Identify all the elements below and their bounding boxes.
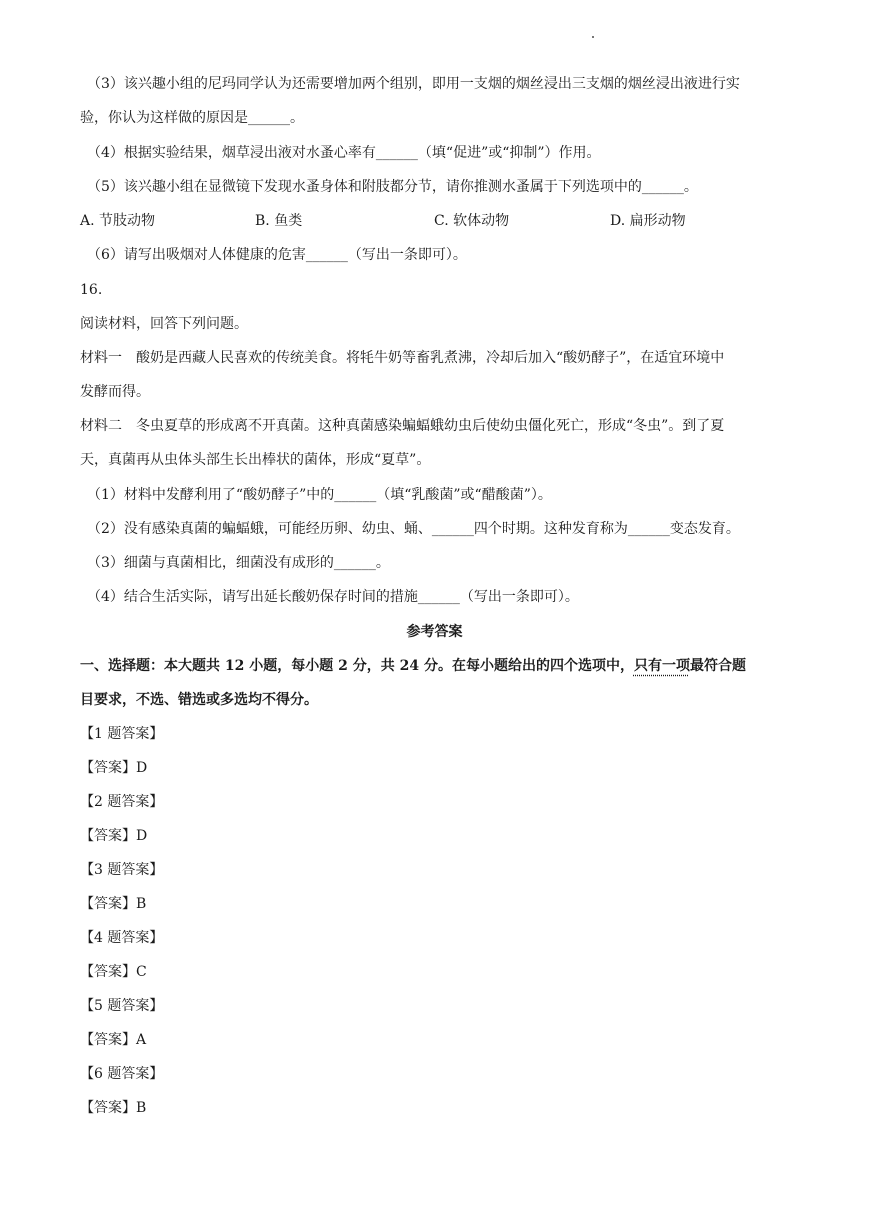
section-heading-tail: 最符合题: [689, 658, 746, 674]
answer-4-value: 【答案】C: [80, 964, 147, 980]
section-heading-line-2: 目要求，不选、错选或多选均不得分。: [80, 692, 318, 708]
answer-1-heading: 【1 题答案】: [80, 726, 164, 742]
section-heading-text: 一、选择题：本大题共 12 小题，每小题 2 分，共 24 分。在每小题给出的四个选项中，: [80, 658, 634, 674]
q15-3-line-2: 验，你认为这样做的原因是______。: [80, 110, 304, 126]
answer-5-value: 【答案】A: [80, 1032, 147, 1048]
q15-4-line: （4）根据实验结果，烟草浸出液对水蚤心率有______（填“促进”或“抑制”）作用。: [87, 145, 601, 161]
answer-2-value: 【答案】D: [80, 828, 148, 844]
answers-title: 参考答案: [406, 624, 463, 640]
q15-5-line: （5）该兴趣小组在显微镜下发现水蚤身体和附肢都分节，请你推测水蚤属于下列选项中的______。: [87, 179, 698, 195]
q16-number: 16.: [80, 282, 103, 298]
q16-intro: 阅读材料，回答下列问题。: [80, 316, 248, 332]
option-a: A. 节肢动物: [80, 213, 156, 229]
answer-2-heading: 【2 题答案】: [80, 794, 164, 810]
answer-1-value: 【答案】D: [80, 760, 148, 776]
answer-5-heading: 【5 题答案】: [80, 998, 164, 1014]
answer-6-value: 【答案】B: [80, 1100, 147, 1116]
q16-1-line: （1）材料中发酵利用了“酸奶酵子”中的______（填“乳酸菌”或“醋酸菌”）。: [87, 487, 552, 503]
material-2-line-2: 天，真菌再从虫体头部生长出棒状的菌体，形成“夏草”。: [80, 452, 431, 468]
material-1-line-2: 发酵而得。: [80, 384, 150, 400]
section-heading-emphasis: 只有一项: [633, 658, 690, 674]
answer-3-value: 【答案】B: [80, 896, 147, 912]
q16-3-line: （3）细菌与真菌相比，细菌没有成形的______。: [87, 555, 390, 571]
material-2-line-1: 材料二 冬虫夏草的形成离不开真菌。这种真菌感染蝙蝠蛾幼虫后使幼虫僵化死亡，形成“冬虫”。到了夏: [80, 418, 725, 434]
q16-4-line: （4）结合生活实际，请写出延长酸奶保存时间的措施______（写出一条即可）。: [87, 589, 579, 605]
answer-6-heading: 【6 题答案】: [80, 1066, 164, 1082]
answer-4-heading: 【4 题答案】: [80, 930, 164, 946]
option-d: D. 扁形动物: [610, 213, 686, 229]
section-heading-line-1: [80, 656, 746, 676]
q15-3-line-1: （3）该兴趣小组的尼玛同学认为还需要增加两个组别，即用一支烟的烟丝浸出三支烟的烟丝浸出液进行实: [87, 76, 740, 92]
option-c: C. 软体动物: [434, 213, 510, 229]
material-1-line-1: 材料一 酸奶是西藏人民喜欢的传统美食。将牦牛奶等畜乳煮沸，冷却后加入“酸奶酵子”，在适宜环境中: [80, 350, 725, 366]
answer-3-heading: 【3 题答案】: [80, 862, 164, 878]
header-dot: [592, 36, 594, 38]
q15-6-line: （6）请写出吸烟对人体健康的危害______（写出一条即可）。: [87, 247, 467, 263]
option-b: B. 鱼类: [255, 213, 303, 229]
q16-2-line: （2）没有感染真菌的蝙蝠蛾，可能经历卵、幼虫、蛹、______四个时期。这种发育称为______变态发育。: [87, 521, 740, 537]
